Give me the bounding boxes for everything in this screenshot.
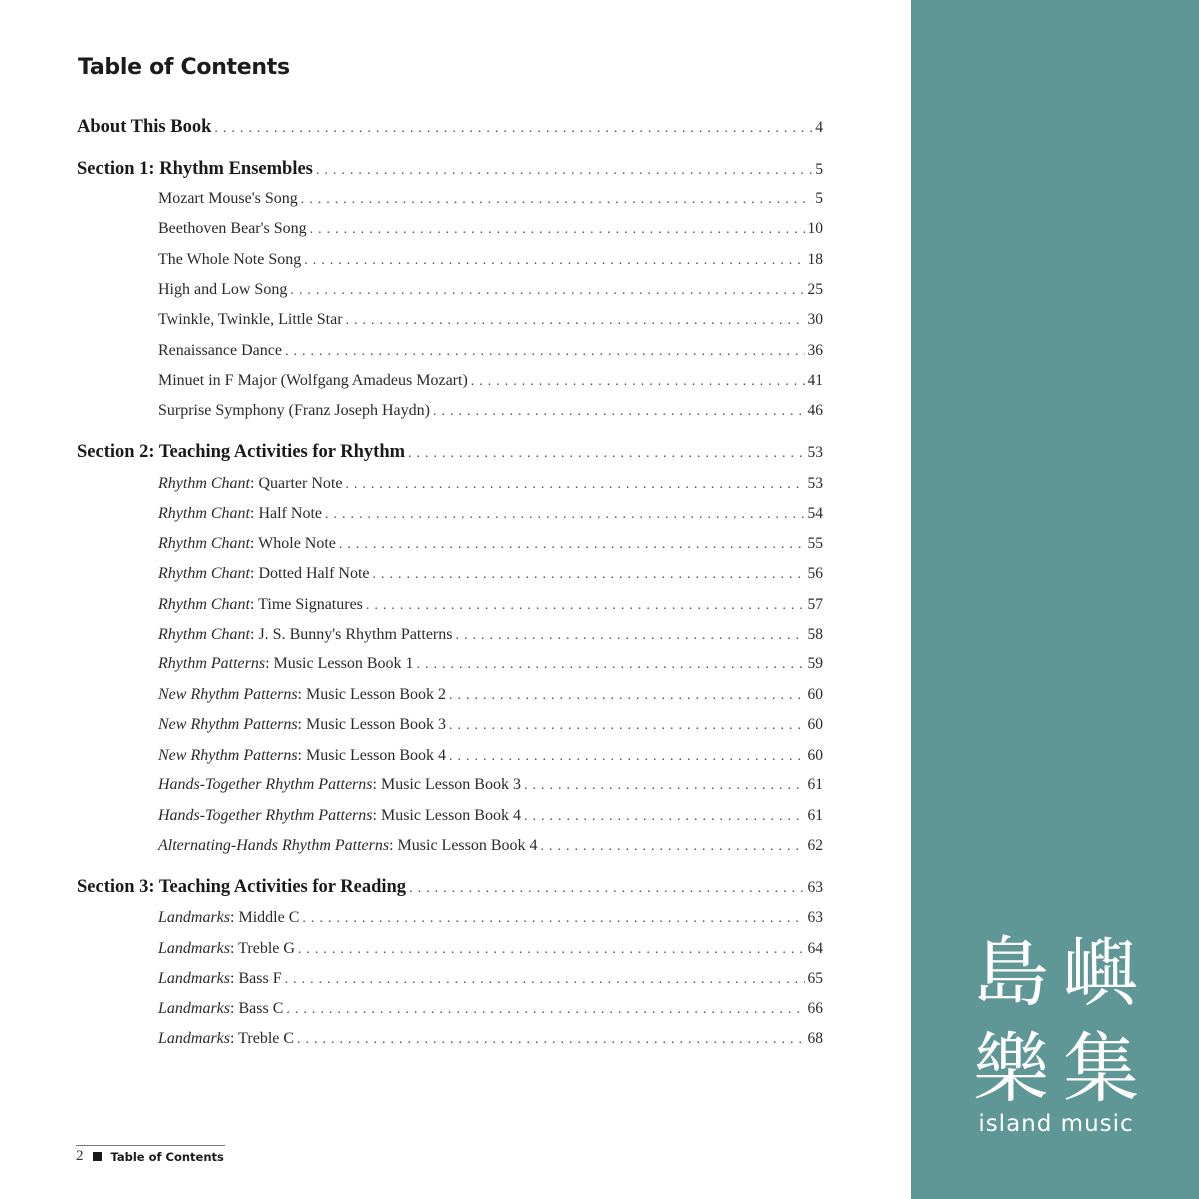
dot-leader bbox=[285, 344, 805, 360]
toc-page-number: 64 bbox=[807, 940, 823, 957]
toc-entry-category: Alternating-Hands Rhythm Patterns bbox=[158, 837, 390, 854]
toc-page-number: 63 bbox=[807, 909, 823, 926]
toc-page-number: 5 bbox=[815, 161, 823, 178]
toc-entry[interactable] bbox=[158, 311, 823, 329]
toc-entry-title: Landmarks: Treble C bbox=[158, 1030, 295, 1047]
toc-entry-subtitle: Whole Note bbox=[258, 535, 336, 552]
toc-entry-title: Rhythm Patterns: Music Lesson Book 1 bbox=[158, 655, 414, 672]
dot-leader bbox=[304, 253, 804, 269]
toc-entry[interactable] bbox=[158, 747, 823, 765]
toc-section-entry[interactable] bbox=[77, 877, 823, 898]
toc-entry[interactable] bbox=[158, 596, 823, 614]
dot-leader bbox=[290, 283, 804, 299]
toc-entry-title: Landmarks: Middle C bbox=[158, 909, 300, 926]
dot-leader bbox=[214, 121, 812, 137]
toc-entry[interactable] bbox=[158, 1000, 823, 1018]
toc-entry[interactable] bbox=[158, 716, 823, 734]
toc-page-number: 58 bbox=[807, 626, 823, 643]
toc-entry-subtitle: Music Lesson Book 4 bbox=[306, 747, 446, 764]
toc-entry-category: New Rhythm Patterns bbox=[158, 716, 298, 733]
dot-leader bbox=[346, 313, 805, 329]
toc-section-entry[interactable] bbox=[77, 117, 823, 138]
dot-leader bbox=[524, 809, 805, 825]
island-music-logo bbox=[966, 925, 1146, 1137]
dot-leader bbox=[449, 749, 805, 765]
toc-entry-title: Section 3: Teaching Activities for Reading bbox=[77, 877, 407, 897]
toc-entry-title: Rhythm Chant: Quarter Note bbox=[158, 475, 343, 492]
toc-entry[interactable] bbox=[158, 837, 823, 855]
toc-page-number: 56 bbox=[807, 565, 823, 582]
dot-leader bbox=[471, 374, 805, 390]
toc-page-number: 53 bbox=[807, 475, 823, 492]
page-footer bbox=[76, 1145, 225, 1165]
toc-entry-subtitle: J. S. Bunny's Rhythm Patterns bbox=[258, 626, 453, 643]
toc-entry-title: Twinkle, Twinkle, Little Star bbox=[158, 311, 343, 328]
toc-entry-category: Rhythm Patterns bbox=[158, 655, 266, 672]
toc-entry-category: Rhythm Chant bbox=[158, 535, 250, 552]
dot-leader bbox=[339, 537, 805, 553]
toc-entry-subtitle: Quarter Note bbox=[258, 475, 343, 492]
toc-entry-subtitle: Treble C bbox=[238, 1030, 295, 1047]
toc-entry-subtitle: Time Signatures bbox=[258, 596, 363, 613]
toc-entry[interactable] bbox=[158, 909, 823, 927]
toc-entry-title: Beethoven Bear's Song bbox=[158, 220, 307, 237]
toc-entry-title: Rhythm Chant: J. S. Bunny's Rhythm Patterns bbox=[158, 626, 453, 643]
dot-leader bbox=[310, 222, 805, 238]
toc-page-number: 65 bbox=[807, 970, 823, 987]
footer-label: Table of Contents bbox=[110, 1149, 224, 1164]
dot-leader bbox=[433, 404, 805, 420]
dot-leader bbox=[455, 628, 804, 644]
dot-leader bbox=[297, 1032, 804, 1048]
toc-entry-subtitle: Half Note bbox=[258, 505, 322, 522]
toc-entry-title: Section 1: Rhythm Ensembles bbox=[77, 159, 313, 179]
toc-entry-title: Hands-Together Rhythm Patterns: Music Lesson Book 3 bbox=[158, 776, 521, 793]
toc-entry-category: New Rhythm Patterns bbox=[158, 686, 298, 703]
dot-leader bbox=[301, 192, 812, 208]
toc-page-number: 10 bbox=[807, 220, 823, 237]
toc-page-number: 61 bbox=[807, 807, 823, 824]
toc-entry-subtitle: Music Lesson Book 4 bbox=[380, 807, 521, 824]
toc-page-number: 57 bbox=[807, 596, 823, 613]
toc-entry-category: Landmarks bbox=[158, 1030, 231, 1047]
toc-entry-category: Landmarks bbox=[158, 940, 231, 957]
dot-leader bbox=[316, 163, 812, 179]
toc-entry-subtitle: Treble G bbox=[238, 940, 295, 957]
toc-entry-title: Alternating-Hands Rhythm Patterns: Music Lesson Book 4 bbox=[158, 837, 538, 854]
toc-page-number: 61 bbox=[807, 776, 823, 793]
toc-entry-title: Rhythm Chant: Whole Note bbox=[158, 535, 336, 552]
toc-page-number: 62 bbox=[807, 837, 823, 854]
dot-leader bbox=[325, 507, 805, 523]
toc-entry-title: Rhythm Chant: Half Note bbox=[158, 505, 322, 522]
dot-leader bbox=[285, 972, 805, 988]
dot-leader bbox=[417, 657, 805, 673]
toc-page-number: 66 bbox=[807, 1000, 823, 1017]
toc-entry[interactable] bbox=[158, 940, 823, 958]
toc-entry-subtitle: Dotted Half Note bbox=[258, 565, 370, 582]
toc-entry[interactable] bbox=[158, 342, 823, 360]
toc-entry-category: Rhythm Chant bbox=[158, 626, 250, 643]
toc-entry-title: Landmarks: Treble G bbox=[158, 940, 295, 957]
toc-page-number: 63 bbox=[807, 879, 823, 896]
dot-leader bbox=[366, 598, 805, 614]
toc-entry-title: Mozart Mouse's Song bbox=[158, 190, 298, 207]
toc-entry[interactable] bbox=[158, 372, 823, 390]
dot-leader bbox=[302, 911, 804, 927]
logo-char: 嶼 bbox=[1063, 928, 1139, 1017]
toc-page-number: 59 bbox=[807, 655, 823, 672]
toc-entry[interactable] bbox=[158, 776, 823, 794]
toc-entry-category: Rhythm Chant bbox=[158, 505, 250, 522]
toc-page-number: 68 bbox=[807, 1030, 823, 1047]
toc-page-number: 4 bbox=[815, 119, 823, 136]
toc-entry-title: The Whole Note Song bbox=[158, 251, 302, 268]
toc-entry-title: New Rhythm Patterns: Music Lesson Book 3 bbox=[158, 716, 446, 733]
square-bullet-icon bbox=[93, 1152, 102, 1161]
toc-entry[interactable] bbox=[158, 190, 823, 208]
toc-entry[interactable] bbox=[158, 1030, 823, 1048]
dot-leader bbox=[286, 1002, 804, 1018]
toc-entry-title: Landmarks: Bass C bbox=[158, 1000, 284, 1017]
toc-entry-subtitle: Music Lesson Book 2 bbox=[306, 686, 446, 703]
toc-page-number: 30 bbox=[807, 311, 823, 328]
dot-leader bbox=[408, 446, 804, 462]
toc-entry[interactable] bbox=[158, 402, 823, 420]
toc-page-number: 60 bbox=[807, 716, 823, 733]
toc-page-number: 25 bbox=[807, 281, 823, 298]
toc-page-number: 5 bbox=[815, 190, 823, 207]
toc-entry-subtitle: Music Lesson Book 3 bbox=[380, 776, 521, 793]
toc-entry-title: Section 2: Teaching Activities for Rhythm bbox=[77, 442, 406, 462]
toc-entry[interactable] bbox=[158, 686, 823, 704]
toc-entry-title: Rhythm Chant: Time Signatures bbox=[158, 596, 363, 613]
toc-entry-category: Rhythm Chant bbox=[158, 475, 250, 492]
toc-entry-title: Renaissance Dance bbox=[158, 342, 282, 359]
toc-page-number: 18 bbox=[807, 251, 823, 268]
footer-page-number: 2 bbox=[76, 1148, 84, 1164]
toc-entry-title: High and Low Song bbox=[158, 281, 288, 298]
toc-entry[interactable] bbox=[158, 475, 823, 493]
dot-leader bbox=[449, 718, 805, 734]
toc-entry-title: New Rhythm Patterns: Music Lesson Book 2 bbox=[158, 686, 446, 703]
toc-entry-category: Landmarks bbox=[158, 909, 231, 926]
dot-leader bbox=[298, 942, 805, 958]
toc-section-entry[interactable] bbox=[77, 159, 823, 180]
toc-entry-category: Landmarks bbox=[158, 1000, 231, 1017]
dot-leader bbox=[373, 567, 805, 583]
toc-page-number: 55 bbox=[807, 535, 823, 552]
dot-leader bbox=[449, 688, 805, 704]
toc-page-number: 46 bbox=[807, 402, 823, 419]
toc-entry[interactable] bbox=[158, 281, 823, 299]
toc-entry-subtitle: Middle C bbox=[238, 909, 300, 926]
toc-entry-category: Landmarks bbox=[158, 970, 231, 987]
toc-entry[interactable] bbox=[158, 970, 823, 988]
dot-leader bbox=[345, 477, 804, 493]
toc-entry-category: Hands-Together Rhythm Patterns bbox=[158, 776, 373, 793]
toc-page-number: 54 bbox=[807, 505, 823, 522]
toc-entry[interactable] bbox=[158, 535, 823, 553]
toc-entry[interactable] bbox=[158, 565, 823, 583]
toc-entry-category: Rhythm Chant bbox=[158, 596, 250, 613]
toc-page-number: 36 bbox=[807, 342, 823, 359]
page-title: Table of Contents bbox=[78, 55, 290, 80]
toc-entry-category: Rhythm Chant bbox=[158, 565, 250, 582]
toc-page-number: 60 bbox=[807, 686, 823, 703]
logo-char: 集 bbox=[1063, 1024, 1139, 1113]
dot-leader bbox=[524, 778, 805, 794]
toc-entry-title: About This Book bbox=[77, 117, 212, 137]
toc-entry-category: New Rhythm Patterns bbox=[158, 747, 298, 764]
toc-section-entry[interactable] bbox=[77, 442, 823, 463]
toc-entry[interactable] bbox=[158, 626, 823, 644]
toc-entry-title: Surprise Symphony (Franz Joseph Haydn) bbox=[158, 402, 430, 419]
toc-entry-subtitle: Music Lesson Book 3 bbox=[306, 716, 446, 733]
toc-entry-subtitle: Music Lesson Book 4 bbox=[397, 837, 538, 854]
logo-char: 島 bbox=[973, 928, 1049, 1017]
dot-leader bbox=[541, 839, 805, 855]
toc-entry-title: Minuet in F Major (Wolfgang Amadeus Mozart) bbox=[158, 372, 468, 389]
toc-entry-title: Landmarks: Bass F bbox=[158, 970, 282, 987]
toc-entry-subtitle: Bass C bbox=[238, 1000, 284, 1017]
toc-entry[interactable] bbox=[158, 251, 823, 269]
toc-page-number: 53 bbox=[807, 444, 823, 461]
toc-entry[interactable] bbox=[158, 807, 823, 825]
toc-entry-title: Rhythm Chant: Dotted Half Note bbox=[158, 565, 370, 582]
logo-characters bbox=[966, 925, 1146, 1117]
toc-entry-title: Hands-Together Rhythm Patterns: Music Lesson Book 4 bbox=[158, 807, 521, 824]
toc-page-number: 60 bbox=[807, 747, 823, 764]
toc-entry-title: New Rhythm Patterns: Music Lesson Book 4 bbox=[158, 747, 446, 764]
logo-subtitle: island music bbox=[978, 1111, 1134, 1137]
dot-leader bbox=[409, 881, 804, 897]
toc-page-number: 41 bbox=[807, 372, 823, 389]
brand-sidebar bbox=[911, 0, 1199, 1199]
toc-entry[interactable] bbox=[158, 220, 823, 238]
toc-entry-category: Hands-Together Rhythm Patterns bbox=[158, 807, 373, 824]
toc-entry-subtitle: Music Lesson Book 1 bbox=[273, 655, 414, 672]
toc-entry[interactable] bbox=[158, 505, 823, 523]
logo-char: 樂 bbox=[973, 1024, 1049, 1113]
toc-entry[interactable] bbox=[158, 655, 823, 673]
toc-entry-subtitle: Bass F bbox=[238, 970, 282, 987]
